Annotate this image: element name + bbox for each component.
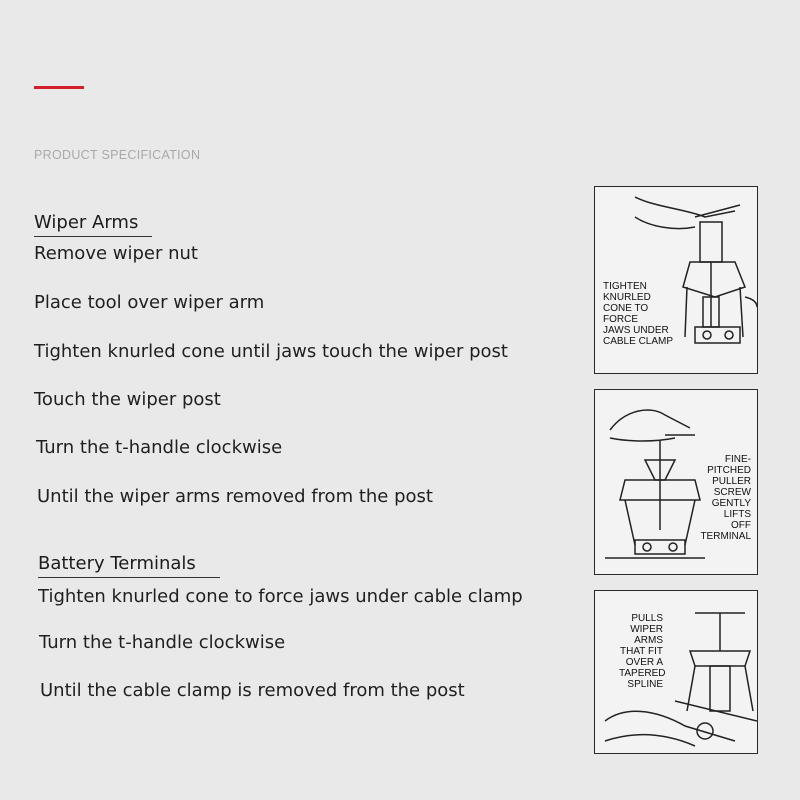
wiper-step-5: Turn the t-handle clockwise — [36, 437, 283, 458]
illustration-panel-3 — [594, 590, 758, 754]
illustration-panel-2 — [594, 389, 758, 575]
wiper-step-2: Place tool over wiper arm — [34, 292, 265, 313]
wiper-arms-heading-underline — [34, 236, 152, 237]
battery-terminals-heading: Battery Terminals — [38, 553, 196, 574]
illustration-caption-3: PULLS WIPER ARMS THAT FIT OVER A TAPERED SPLINE — [619, 613, 666, 690]
wiper-step-6: Until the wiper arms removed from the post — [37, 486, 433, 507]
illustration-panel-1 — [594, 186, 758, 374]
wiper-step-1: Remove wiper nut — [34, 243, 198, 264]
battery-step-2: Turn the t-handle clockwise — [39, 632, 286, 653]
section-label: PRODUCT SPECIFICATION — [34, 148, 201, 162]
wiper-step-4: Touch the wiper post — [34, 389, 221, 410]
wiper-step-3: Tighten knurled cone until jaws touch the wiper post — [34, 341, 508, 362]
battery-step-1: Tighten knurled cone to force jaws under cable clamp — [38, 586, 523, 607]
battery-step-3: Until the cable clamp is removed from the post — [40, 680, 465, 701]
illustration-caption-2: FINE- PITCHED PULLER SCREW GENTLY LIFTS OFF TERMINAL — [700, 454, 751, 542]
wiper-arms-heading: Wiper Arms — [34, 212, 139, 233]
illustration-caption-1: TIGHTEN KNURLED CONE TO FORCE JAWS UNDER CABLE CLAMP — [603, 281, 674, 347]
battery-terminals-heading-underline — [38, 577, 220, 578]
accent-bar — [34, 86, 84, 89]
